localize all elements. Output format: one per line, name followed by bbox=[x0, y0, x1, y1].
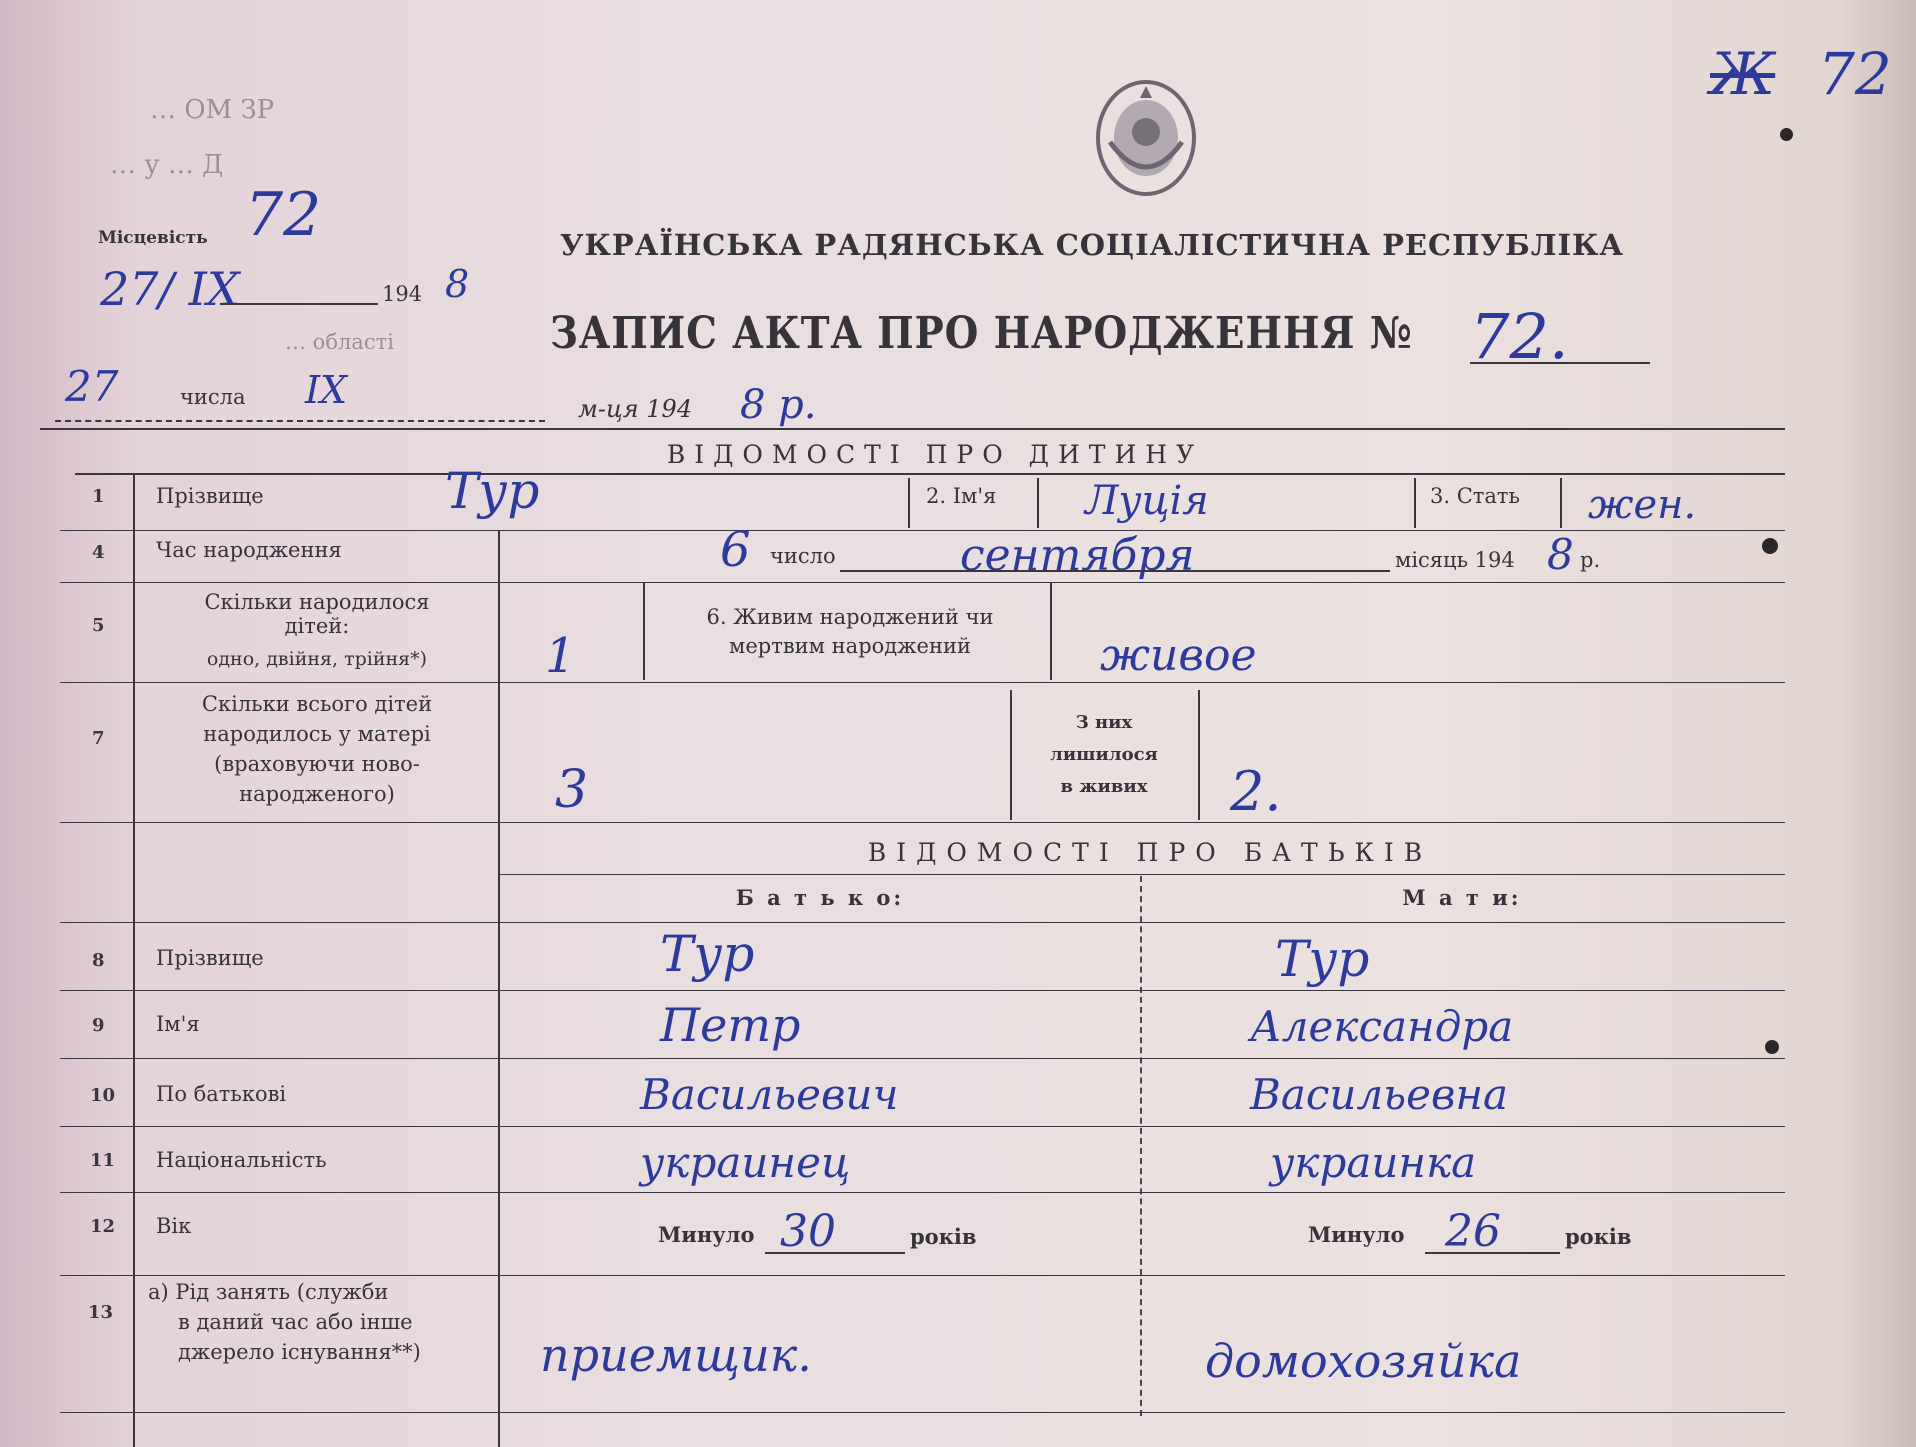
row12-label: Вік bbox=[156, 1214, 192, 1238]
row6-label-1: 6. Живим народжений чи bbox=[706, 605, 994, 629]
row1-bottom bbox=[60, 530, 1785, 531]
father-nationality: украинец bbox=[640, 1138, 851, 1187]
birth-year: 8 bbox=[1547, 530, 1574, 579]
mother-nationality: украинка bbox=[1270, 1138, 1477, 1187]
alive-count-value: 2. bbox=[1230, 760, 1282, 823]
birth-month-label: місяць 194 bbox=[1395, 548, 1515, 572]
act-title: ЗАПИС АКТА ПРО НАРОДЖЕННЯ № bbox=[550, 308, 1413, 359]
row7-bottom bbox=[60, 822, 1785, 823]
children-born-count: 1 bbox=[545, 628, 576, 684]
mother-occupation: домохозяйка bbox=[1205, 1334, 1522, 1388]
punch-hole-middle bbox=[1762, 538, 1778, 554]
row7-divider-2 bbox=[1198, 690, 1200, 820]
row5-num: 5 bbox=[92, 615, 105, 636]
father-occupation: приемщик. bbox=[540, 1328, 812, 1382]
row1-divider-4 bbox=[1560, 478, 1562, 528]
punch-hole-bottom bbox=[1765, 1040, 1779, 1054]
year-label: м-ця 194 bbox=[578, 395, 693, 423]
mother-age-prefix: Минуло bbox=[1308, 1222, 1405, 1247]
child-sex: жен. bbox=[1588, 482, 1697, 528]
mother-surname: Тур bbox=[1275, 930, 1370, 988]
father-patronymic: Васильевич bbox=[640, 1070, 899, 1119]
registration-year-hand: 8 bbox=[445, 262, 470, 306]
row5-bottom bbox=[60, 682, 1785, 683]
day-label: числа bbox=[180, 385, 246, 409]
father-name: Петр bbox=[660, 998, 801, 1052]
locality-label: Місцевість bbox=[98, 228, 208, 248]
alive-label-2: лишилося bbox=[1050, 744, 1158, 765]
mother-header: М а т и: bbox=[1402, 885, 1522, 910]
row13-label-3: джерело існування**) bbox=[178, 1340, 421, 1364]
row8-label: Прізвище bbox=[156, 946, 264, 970]
row11-label: Національність bbox=[156, 1148, 327, 1172]
father-age-prefix: Минуло bbox=[658, 1222, 755, 1247]
label-col-border bbox=[498, 530, 500, 1447]
mother-age: 26 bbox=[1445, 1206, 1501, 1257]
row1-num: 1 bbox=[92, 486, 105, 507]
row5-label-1: Скільки народилося bbox=[204, 590, 430, 614]
row10-num: 10 bbox=[90, 1085, 116, 1106]
father-age-suffix: років bbox=[910, 1224, 977, 1249]
row5-label-2: дітей: bbox=[284, 614, 350, 638]
alive-label-1: З них bbox=[1075, 712, 1133, 733]
row12-bottom bbox=[60, 1275, 1785, 1276]
row4-num: 4 bbox=[92, 542, 105, 563]
row9-bottom bbox=[60, 1058, 1785, 1059]
row7-label-4: народженого) bbox=[239, 782, 395, 806]
section-child-underline bbox=[75, 473, 1785, 475]
father-age-line bbox=[765, 1252, 905, 1254]
row9-label: Ім'я bbox=[156, 1012, 200, 1036]
father-header: Б а т ь к о: bbox=[735, 885, 905, 910]
row4-label: Час народження bbox=[156, 538, 342, 562]
row10-label: По батькові bbox=[156, 1082, 287, 1106]
section-parents-underline bbox=[498, 874, 1785, 875]
row13-label-1: а) Рід занять (служби bbox=[148, 1280, 389, 1304]
birth-day: 6 bbox=[720, 522, 751, 578]
registration-year-print: 194 bbox=[382, 282, 423, 306]
row13-num: 13 bbox=[88, 1302, 114, 1323]
row7-label-2: народилось у матері bbox=[203, 722, 431, 746]
birth-day-label: число bbox=[770, 544, 836, 568]
state-emblem-icon bbox=[1090, 72, 1202, 200]
row1-label3: 3. Стать bbox=[1430, 484, 1520, 508]
archive-mark: 72 bbox=[1818, 40, 1892, 108]
father-surname: Тур bbox=[660, 925, 755, 983]
table-top-line bbox=[40, 428, 1785, 430]
row7-label-1: Скільки всього дітей bbox=[201, 692, 433, 716]
alive-label-3: в живих bbox=[1060, 776, 1148, 797]
mother-patronymic: Васильевна bbox=[1250, 1070, 1509, 1119]
row4-bottom bbox=[60, 582, 1785, 583]
republic-title: УКРАЇНСЬКА РАДЯНСЬКА СОЦІАЛІСТИЧНА РЕСПУБЛІКА bbox=[560, 228, 1625, 262]
section-child-title: ВІДОМОСТІ ПРО ДИТИНУ bbox=[666, 440, 1204, 469]
row1-divider-2 bbox=[1037, 478, 1039, 528]
mother-age-line bbox=[1425, 1252, 1560, 1254]
total-children-value: 3 bbox=[555, 760, 589, 820]
faded-stamp-line-1: … ОМ ЗР bbox=[150, 95, 275, 125]
row5-divider-1 bbox=[643, 582, 645, 680]
row11-bottom bbox=[60, 1192, 1785, 1193]
row12-num: 12 bbox=[90, 1216, 116, 1237]
row13-label-2: в даний час або інше bbox=[178, 1310, 413, 1334]
row11-num: 11 bbox=[90, 1150, 116, 1171]
row1-divider-1 bbox=[908, 478, 910, 528]
parents-divider bbox=[1140, 876, 1142, 1416]
row8-num: 8 bbox=[92, 950, 105, 971]
archive-mark-crossed: Ж bbox=[1710, 40, 1776, 108]
month-hand: IX bbox=[305, 368, 348, 412]
punch-hole-top bbox=[1780, 128, 1793, 141]
born-alive-value: живое bbox=[1100, 630, 1257, 681]
registration-date-line bbox=[220, 303, 378, 305]
act-number-line bbox=[1470, 362, 1650, 364]
region-label: … області bbox=[285, 330, 394, 354]
registration-date-hand: 27/ IX bbox=[100, 262, 240, 316]
record-number-hand: 72 bbox=[245, 180, 322, 250]
row5-divider-2 bbox=[1050, 582, 1052, 680]
rownum-col-border bbox=[133, 473, 135, 1447]
faded-stamp-line-2: … у … Д bbox=[110, 150, 224, 180]
row7-divider-1 bbox=[1010, 690, 1012, 820]
row10-bottom bbox=[60, 1126, 1785, 1127]
row1-label: Прізвище bbox=[156, 484, 264, 508]
year-hand: 8 р. bbox=[740, 382, 817, 428]
act-number-hand: 72. bbox=[1470, 300, 1569, 373]
row7-label-3: (враховуючи ново- bbox=[214, 752, 420, 776]
section-parents-title: ВІДОМОСТІ ПРО БАТЬКІВ bbox=[867, 838, 1433, 867]
parents-header-bottom bbox=[60, 922, 1785, 923]
day-line bbox=[55, 420, 545, 422]
row9-num: 9 bbox=[92, 1015, 105, 1036]
father-age: 30 bbox=[780, 1206, 836, 1257]
row8-bottom bbox=[60, 990, 1785, 991]
row6-label-2: мертвим народжений bbox=[729, 634, 971, 658]
mother-name: Александра bbox=[1250, 1002, 1514, 1051]
row5-label-3: одно, двійня, трійня*) bbox=[206, 648, 428, 670]
day-hand: 27 bbox=[65, 362, 119, 411]
birth-year-suffix: р. bbox=[1580, 548, 1601, 572]
child-name: Луція bbox=[1085, 478, 1209, 524]
row1-label2: 2. Ім'я bbox=[926, 484, 997, 508]
row13-bottom bbox=[60, 1412, 1785, 1413]
child-surname: Тур bbox=[445, 462, 540, 520]
birth-month: сентября bbox=[960, 530, 1195, 581]
row1-divider-3 bbox=[1414, 478, 1416, 528]
birth-month-line bbox=[840, 570, 1390, 572]
row7-num: 7 bbox=[92, 728, 105, 749]
mother-age-suffix: років bbox=[1565, 1224, 1632, 1249]
